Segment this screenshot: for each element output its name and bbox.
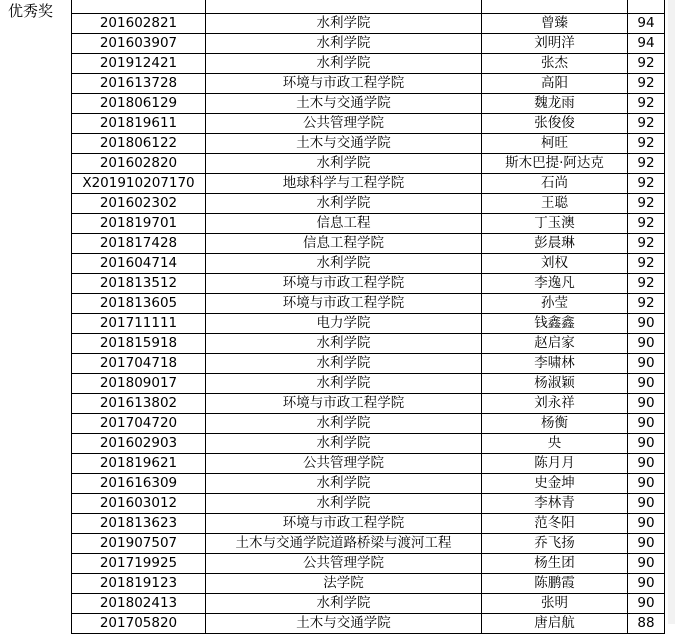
student-name-cell: 央 — [482, 434, 628, 454]
window-edge — [668, 0, 675, 624]
student-id-cell — [72, 0, 206, 14]
student-name-cell: 斯木巴提·阿达克 — [482, 154, 628, 174]
score-cell: 92 — [628, 294, 665, 314]
student-id-cell: 201616309 — [72, 474, 206, 494]
score-cell: 92 — [628, 174, 665, 194]
student-id-cell: 201819701 — [72, 214, 206, 234]
score-cell: 92 — [628, 74, 665, 94]
score-cell: 88 — [628, 614, 665, 634]
school-cell: 水利学院 — [206, 254, 482, 274]
score-cell: 90 — [628, 414, 665, 434]
student-name-cell: 魏龙雨 — [482, 94, 628, 114]
school-cell: 水利学院 — [206, 334, 482, 354]
student-name-cell: 张杰 — [482, 54, 628, 74]
student-id-cell: 201815918 — [72, 334, 206, 354]
student-id-cell: 201817428 — [72, 234, 206, 254]
score-cell: 92 — [628, 274, 665, 294]
student-id-cell: 201705820 — [72, 614, 206, 634]
table-row — [72, 134, 665, 154]
table-row — [72, 0, 665, 14]
score-cell: 92 — [628, 114, 665, 134]
table-row — [72, 174, 665, 194]
student-name-cell: 张明 — [482, 594, 628, 614]
student-name-cell: 刘永祥 — [482, 394, 628, 414]
score-cell: 90 — [628, 334, 665, 354]
student-name-cell: 唐启航 — [482, 614, 628, 634]
student-name-cell: 乔飞扬 — [482, 534, 628, 554]
student-id-cell: 201704718 — [72, 354, 206, 374]
table-row — [72, 74, 665, 94]
school-cell — [206, 0, 482, 14]
school-cell: 公共管理学院 — [206, 454, 482, 474]
student-id-cell: 201613802 — [72, 394, 206, 414]
student-name-cell: 杨淑颖 — [482, 374, 628, 394]
student-id-cell: 201603012 — [72, 494, 206, 514]
school-cell: 土木与交通学院 — [206, 614, 482, 634]
table-row — [72, 54, 665, 74]
table-row — [72, 434, 665, 454]
table-row — [72, 234, 665, 254]
school-cell: 土木与交通学院 — [206, 94, 482, 114]
student-name-cell: 陈月月 — [482, 454, 628, 474]
table-row — [72, 14, 665, 34]
student-name-cell: 范冬阳 — [482, 514, 628, 534]
table-row — [72, 534, 665, 554]
student-id-cell: 201602302 — [72, 194, 206, 214]
score-cell: 90 — [628, 434, 665, 454]
student-id-cell: 201602820 — [72, 154, 206, 174]
table-row — [72, 474, 665, 494]
student-id-cell: X201910207170 — [72, 174, 206, 194]
student-id-cell: 201613728 — [72, 74, 206, 94]
student-id-cell: 201813623 — [72, 514, 206, 534]
student-name-cell — [482, 0, 628, 14]
school-cell: 信息工程 — [206, 214, 482, 234]
table-row — [72, 314, 665, 334]
school-cell: 水利学院 — [206, 34, 482, 54]
student-name-cell: 张俊俊 — [482, 114, 628, 134]
student-name-cell: 赵启家 — [482, 334, 628, 354]
table-row — [72, 594, 665, 614]
student-name-cell: 史金坤 — [482, 474, 628, 494]
student-id-cell: 201719925 — [72, 554, 206, 574]
school-cell: 环境与市政工程学院 — [206, 274, 482, 294]
score-cell: 90 — [628, 494, 665, 514]
table-row — [72, 374, 665, 394]
student-name-cell: 李啸林 — [482, 354, 628, 374]
winners-table-body — [72, 0, 665, 634]
school-cell: 水利学院 — [206, 434, 482, 454]
table-row — [72, 494, 665, 514]
school-cell: 信息工程学院 — [206, 234, 482, 254]
school-cell: 环境与市政工程学院 — [206, 514, 482, 534]
school-cell: 水利学院 — [206, 154, 482, 174]
table-row — [72, 394, 665, 414]
school-cell: 公共管理学院 — [206, 114, 482, 134]
student-id-cell: 201819621 — [72, 454, 206, 474]
student-name-cell: 王聪 — [482, 194, 628, 214]
table-row — [72, 214, 665, 234]
score-cell: 92 — [628, 254, 665, 274]
student-name-cell: 刘明洋 — [482, 34, 628, 54]
student-id-cell: 201912421 — [72, 54, 206, 74]
score-cell: 90 — [628, 374, 665, 394]
winners-table — [71, 0, 665, 634]
student-id-cell: 201813512 — [72, 274, 206, 294]
student-name-cell: 石尚 — [482, 174, 628, 194]
student-id-cell: 201602821 — [72, 14, 206, 34]
table-row — [72, 454, 665, 474]
score-cell: 90 — [628, 454, 665, 474]
score-cell: 92 — [628, 54, 665, 74]
table-row — [72, 94, 665, 114]
school-cell: 地球科学与工程学院 — [206, 174, 482, 194]
score-cell: 92 — [628, 194, 665, 214]
student-name-cell: 李逸凡 — [482, 274, 628, 294]
student-id-cell: 201813605 — [72, 294, 206, 314]
school-cell: 水利学院 — [206, 474, 482, 494]
score-cell: 90 — [628, 474, 665, 494]
student-name-cell: 高阳 — [482, 74, 628, 94]
school-cell: 水利学院 — [206, 54, 482, 74]
student-name-cell: 曾臻 — [482, 14, 628, 34]
student-name-cell: 李林青 — [482, 494, 628, 514]
student-id-cell: 201806122 — [72, 134, 206, 154]
student-name-cell: 孙莹 — [482, 294, 628, 314]
score-cell: 90 — [628, 394, 665, 414]
score-cell: 92 — [628, 154, 665, 174]
student-id-cell: 201711111 — [72, 314, 206, 334]
score-cell: 92 — [628, 94, 665, 114]
score-cell: 92 — [628, 134, 665, 154]
student-id-cell: 201604714 — [72, 254, 206, 274]
school-cell: 法学院 — [206, 574, 482, 594]
score-cell: 90 — [628, 574, 665, 594]
school-cell: 环境与市政工程学院 — [206, 394, 482, 414]
table-row — [72, 114, 665, 134]
table-row — [72, 414, 665, 434]
student-name-cell: 彭晨琳 — [482, 234, 628, 254]
student-name-cell: 陈鹏霞 — [482, 574, 628, 594]
table-row — [72, 34, 665, 54]
student-id-cell: 201819611 — [72, 114, 206, 134]
student-name-cell: 刘权 — [482, 254, 628, 274]
school-cell: 水利学院 — [206, 14, 482, 34]
table-row — [72, 194, 665, 214]
score-cell: 90 — [628, 354, 665, 374]
table-row — [72, 554, 665, 574]
school-cell: 土木与交通学院 — [206, 134, 482, 154]
table-row — [72, 294, 665, 314]
table-row — [72, 154, 665, 174]
student-id-cell: 201806129 — [72, 94, 206, 114]
score-cell — [628, 0, 665, 14]
student-id-cell: 201809017 — [72, 374, 206, 394]
score-cell: 94 — [628, 34, 665, 54]
student-id-cell: 201603907 — [72, 34, 206, 54]
student-id-cell: 201802413 — [72, 594, 206, 614]
school-cell: 水利学院 — [206, 374, 482, 394]
student-id-cell: 201819123 — [72, 574, 206, 594]
school-cell: 环境与市政工程学院 — [206, 294, 482, 314]
table-row — [72, 514, 665, 534]
student-id-cell: 201907507 — [72, 534, 206, 554]
school-cell: 电力学院 — [206, 314, 482, 334]
table-row — [72, 334, 665, 354]
school-cell: 水利学院 — [206, 594, 482, 614]
student-name-cell: 柯旺 — [482, 134, 628, 154]
score-cell: 92 — [628, 234, 665, 254]
table-row — [72, 354, 665, 374]
student-name-cell: 杨衡 — [482, 414, 628, 434]
score-cell: 92 — [628, 214, 665, 234]
school-cell: 水利学院 — [206, 194, 482, 214]
student-id-cell: 201602903 — [72, 434, 206, 454]
score-cell: 90 — [628, 554, 665, 574]
score-cell: 90 — [628, 314, 665, 334]
table-row — [72, 254, 665, 274]
school-cell: 公共管理学院 — [206, 554, 482, 574]
school-cell: 环境与市政工程学院 — [206, 74, 482, 94]
school-cell: 水利学院 — [206, 354, 482, 374]
student-name-cell: 钱鑫鑫 — [482, 314, 628, 334]
school-cell: 水利学院 — [206, 414, 482, 434]
student-name-cell: 丁玉澳 — [482, 214, 628, 234]
award-category-label: 优秀奖 — [8, 2, 54, 20]
score-cell: 90 — [628, 514, 665, 534]
score-cell: 90 — [628, 594, 665, 614]
school-cell: 土木与交通学院道路桥梁与渡河工程 — [206, 534, 482, 554]
score-cell: 94 — [628, 14, 665, 34]
score-cell: 90 — [628, 534, 665, 554]
student-name-cell: 杨生团 — [482, 554, 628, 574]
table-row — [72, 574, 665, 594]
table-row — [72, 274, 665, 294]
school-cell: 水利学院 — [206, 494, 482, 514]
student-id-cell: 201704720 — [72, 414, 206, 434]
